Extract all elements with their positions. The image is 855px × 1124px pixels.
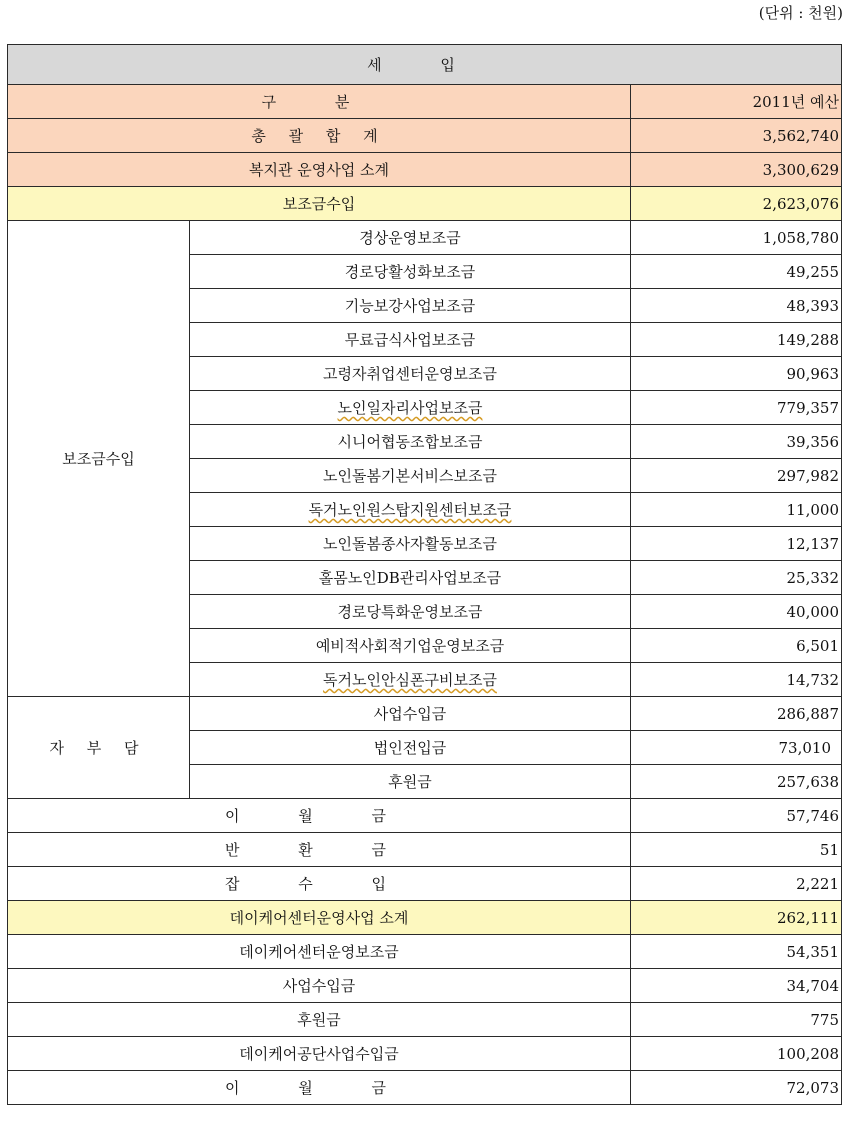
header-row: [8, 85, 842, 119]
row-value: 34,704: [631, 969, 842, 1003]
row-label: 데이케어공단사업수입금: [8, 1037, 631, 1071]
category-header: 구 분: [8, 85, 631, 119]
row-label: 보조금수입: [8, 187, 631, 221]
row-label: 데이케어센터운영보조금: [8, 935, 631, 969]
row-value: 2,623,076: [631, 187, 842, 221]
budget-header: 2011년 예산: [631, 85, 842, 119]
row-label: 고령자취업센터운영보조금: [190, 357, 631, 391]
row-value: 262,111: [631, 901, 842, 935]
row-value: 14,732: [631, 663, 842, 697]
row-value: 40,000: [631, 595, 842, 629]
row-label: 총 괄 합 계: [8, 119, 631, 153]
row-value: 12,137: [631, 527, 842, 561]
row-value: 57,746: [631, 799, 842, 833]
table-title-row: [8, 45, 842, 85]
row-label: 노인돌봄기본서비스보조금: [190, 459, 631, 493]
row-label: 사업수입금: [190, 697, 631, 731]
row-value: 3,562,740: [631, 119, 842, 153]
unit-label: (단위 : 천원): [758, 4, 843, 22]
row-value: 100,208: [631, 1037, 842, 1071]
welfare-subtotal-row: [8, 153, 842, 187]
table-row: [8, 697, 842, 731]
row-value: 90,963: [631, 357, 842, 391]
table-row: [8, 1037, 842, 1071]
row-value: 11,000: [631, 493, 842, 527]
row-value: 286,887: [631, 697, 842, 731]
row-value: 49,255: [631, 255, 842, 289]
revenue-table: [7, 44, 842, 1105]
row-value: 149,288: [631, 323, 842, 357]
row-value: 6,501: [631, 629, 842, 663]
row-label: 이 월 금: [8, 1071, 631, 1105]
table-row: [8, 1003, 842, 1037]
row-label: 복지관 운영사업 소계: [8, 153, 631, 187]
row-value: 48,393: [631, 289, 842, 323]
row-label: 후원금: [8, 1003, 631, 1037]
row-label: 노인돌봄종사자활동보조금: [190, 527, 631, 561]
row-label: 노인일자리사업보조금: [337, 399, 483, 417]
row-value: 73,010: [631, 731, 842, 765]
row-label: 경로당특화운영보조금: [190, 595, 631, 629]
grand-total-row: [8, 119, 842, 153]
table-row: [8, 221, 842, 255]
row-label: 후원금: [190, 765, 631, 799]
row-value: 54,351: [631, 935, 842, 969]
group-label-subsidy: 보조금수입: [8, 221, 190, 697]
row-label: 이 월 금: [8, 799, 631, 833]
row-label: 데이케어센터운영사업 소계: [8, 901, 631, 935]
row-value: 257,638: [631, 765, 842, 799]
row-label: 독거노인원스탑지원센터보조금: [308, 501, 512, 519]
daycare-subtotal-row: [8, 901, 842, 935]
row-label: 홀몸노인DB관리사업보조금: [190, 561, 631, 595]
row-value: 51: [631, 833, 842, 867]
row-label: 법인전입금: [190, 731, 631, 765]
table-title: 세 입: [8, 45, 842, 85]
row-label: 독거노인안심폰구비보조금: [323, 671, 497, 689]
row-label: 반 환 금: [8, 833, 631, 867]
row-value: 775: [631, 1003, 842, 1037]
subsidy-total-row: [8, 187, 842, 221]
row-label: 기능보강사업보조금: [190, 289, 631, 323]
row-label: 경로당활성화보조금: [190, 255, 631, 289]
row-label: 경상운영보조금: [190, 221, 631, 255]
group-label-self: 자 부 담: [8, 697, 190, 799]
table-row: [8, 833, 842, 867]
row-value: 25,332: [631, 561, 842, 595]
row-value: 3,300,629: [631, 153, 842, 187]
table-row: [8, 935, 842, 969]
row-label: 시니어협동조합보조금: [190, 425, 631, 459]
row-label: 사업수입금: [8, 969, 631, 1003]
row-value: 39,356: [631, 425, 842, 459]
table-row: [8, 799, 842, 833]
row-value: 1,058,780: [631, 221, 842, 255]
row-value: 2,221: [631, 867, 842, 901]
row-label: 무료급식사업보조금: [190, 323, 631, 357]
row-value: 72,073: [631, 1071, 842, 1105]
table-row: [8, 1071, 842, 1105]
row-label: 잡 수 입: [8, 867, 631, 901]
row-value: 779,357: [631, 391, 842, 425]
table-row: [8, 867, 842, 901]
table-row: [8, 969, 842, 1003]
row-label: 예비적사회적기업운영보조금: [190, 629, 631, 663]
row-value: 297,982: [631, 459, 842, 493]
